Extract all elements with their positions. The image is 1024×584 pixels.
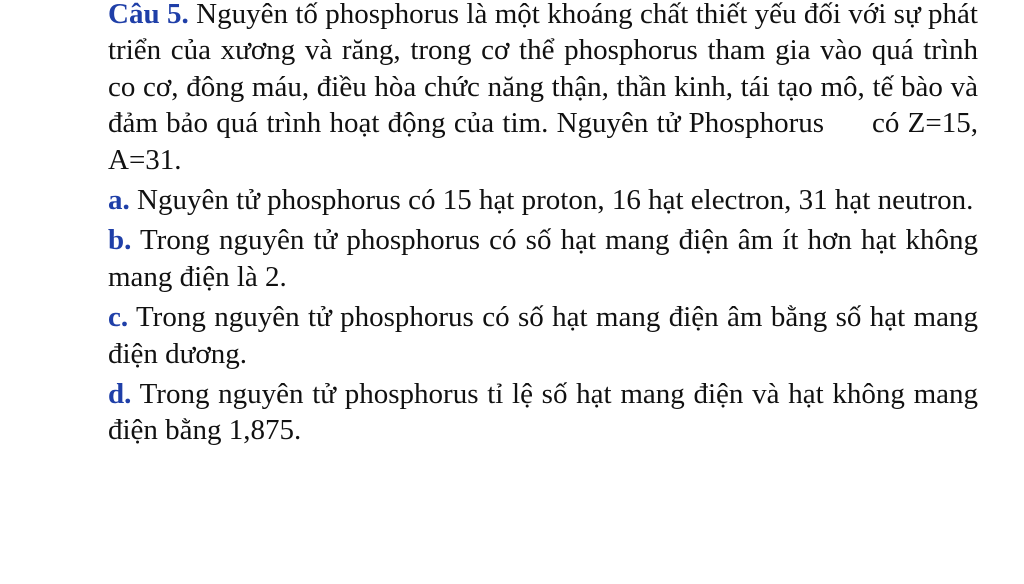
question-paragraph — [108, 0, 978, 178]
option-a-label: a. — [108, 184, 130, 217]
option-c-text: Trong nguyên tử phosphorus có số hạt mang điện âm bằng số hạt mang điện dương. — [108, 301, 978, 370]
option-c-label: c. — [108, 301, 129, 334]
option-d — [108, 376, 978, 449]
option-a — [108, 182, 978, 218]
question-document — [108, 0, 978, 453]
option-d-text: Trong nguyên tử phosphorus tỉ lệ số hạt mang điện và hạt không mang điện bằng 1,875. — [108, 378, 978, 447]
option-b — [108, 222, 978, 295]
option-a-text: Nguyên tử phosphorus có 15 hạt proton, 16 hạt electron, 31 hạt neutron. — [137, 184, 974, 217]
option-b-label: b. — [108, 224, 132, 257]
option-b-text: Trong nguyên tử phosphorus có số hạt mang điện âm ít hơn hạt không mang điện là 2. — [108, 224, 978, 293]
question-text-part2: có Z=15, A=31. — [108, 107, 978, 176]
option-d-label: d. — [108, 378, 132, 411]
option-c — [108, 299, 978, 372]
question-label: Câu 5. — [108, 0, 189, 30]
question-text-part1: Nguyên tố phosphorus là một khoáng chất thiết yếu đối với sự phát triển của xương và răng, trong cơ thể phosphorus tham gia vào quá trình co cơ, đông máu, điều hòa chức năng thận, thần kinh, tái tạo mô, tế bào và đảm bảo quá trình hoạt động của tim. Nguyên tử Phosphorus — [108, 0, 978, 140]
